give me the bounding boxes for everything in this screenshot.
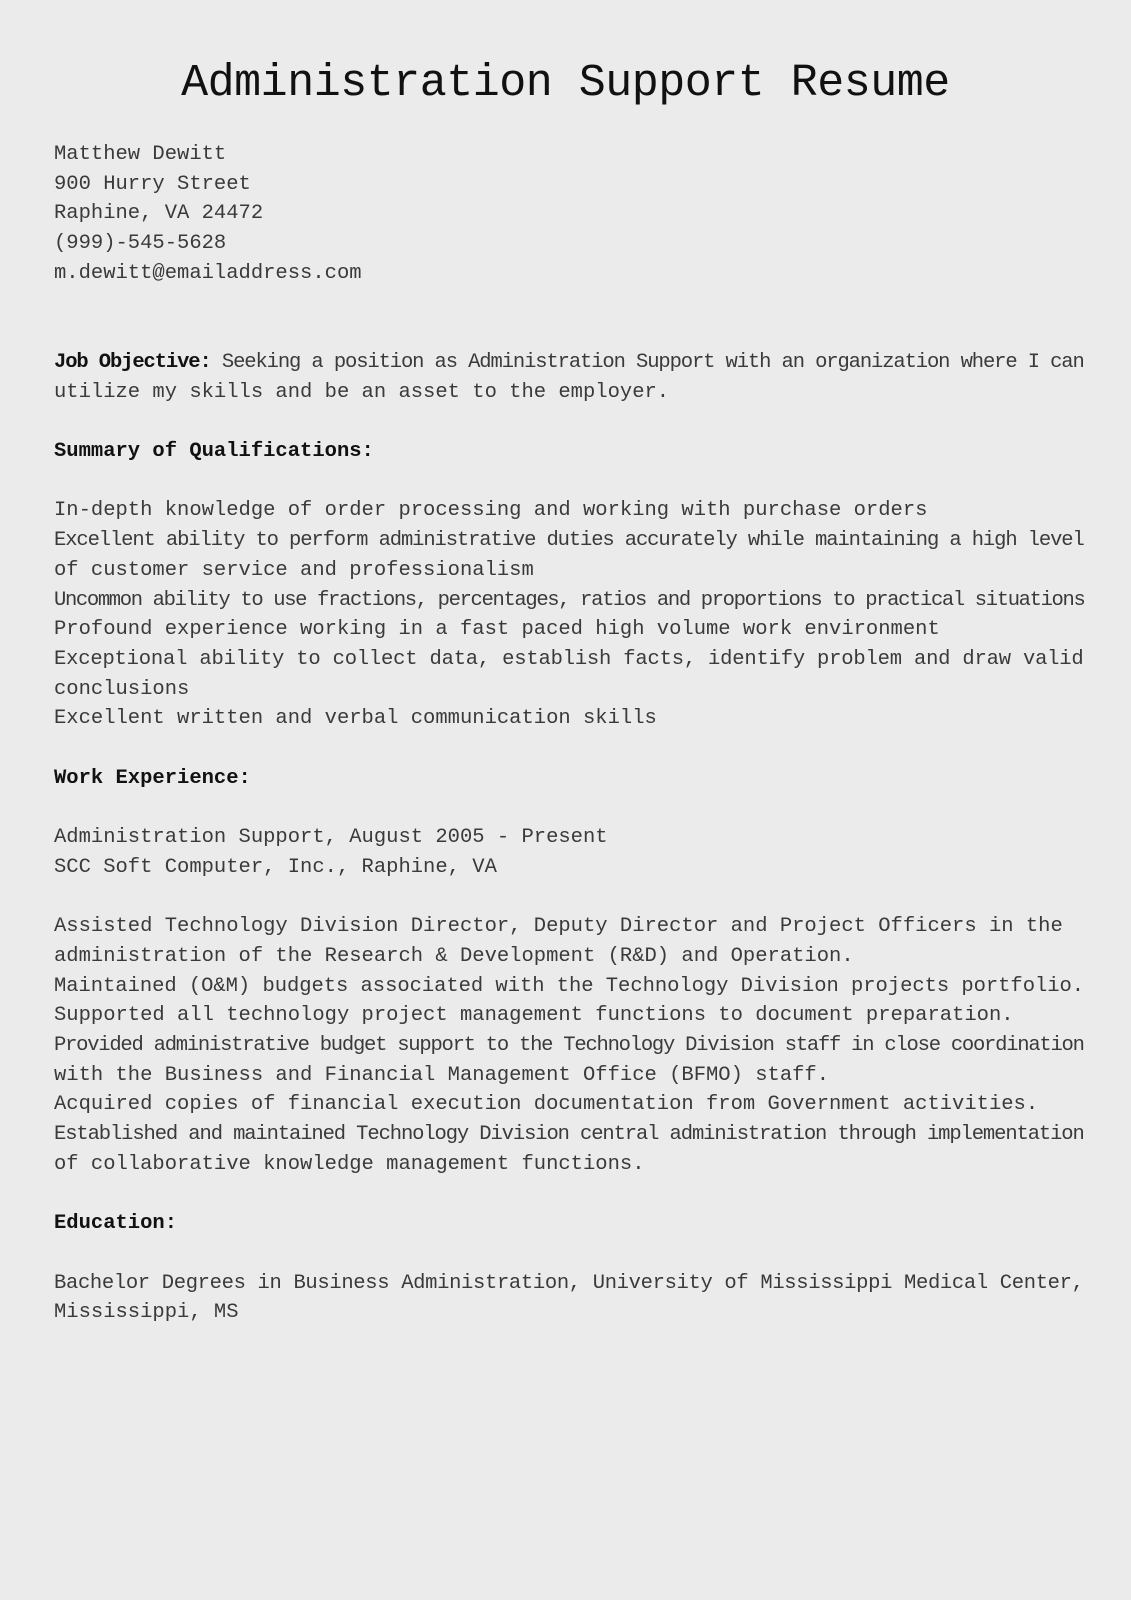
experience-position: Administration Support, August 2005 - Present (54, 826, 608, 850)
experience-section (54, 764, 1084, 1180)
qualification-item: Uncommon ability to use fractions, percentages, ratios and proportions to practical situations (54, 588, 1085, 612)
qualification-item: Excellent written and verbal communication skills (54, 707, 657, 731)
qualification-item: In-depth knowledge of order processing and working with purchase orders (54, 499, 928, 523)
experience-item: administration of the Research & Development (R&D) and Operation. (54, 944, 854, 968)
experience-item: Acquired copies of financial execution documentation from Government activities. (54, 1093, 1039, 1117)
qualifications-section (54, 437, 1084, 734)
qualification-item: conclusions (54, 677, 190, 701)
education-line-1: Bachelor Degrees in Business Administration, University of Mississippi Medical Center, (54, 1271, 1084, 1295)
qualifications-heading: Summary of Qualifications: (54, 440, 374, 463)
resume-body (54, 140, 1084, 1328)
qualification-item: Excellent ability to perform administrative duties accurately while maintaining a high level (54, 529, 1084, 553)
experience-item: with the Business and Financial Management Office (BFMO) staff. (54, 1063, 830, 1087)
qualification-item: Profound experience working in a fast paced high volume work environment (54, 618, 940, 642)
contact-email: m.dewitt@emailaddress.com (54, 261, 362, 285)
contact-phone: (999)-545-5628 (54, 232, 227, 256)
experience-heading: Work Experience: (54, 766, 251, 790)
education-section (54, 1209, 1084, 1328)
experience-item: of collaborative knowledge management functions. (54, 1152, 645, 1176)
contact-street: 900 Hurry Street (54, 172, 251, 196)
objective-line-1 (54, 348, 1084, 378)
experience-item: Provided administrative budget support to the Technology Division staff in close coordination (54, 1034, 1084, 1057)
experience-item: Maintained (O&M) budgets associated with the Technology Division projects portfolio. (54, 974, 1085, 998)
experience-item: Assisted Technology Division Director, Deputy Director and Project Officers in the (54, 915, 1063, 939)
experience-company: SCC Soft Computer, Inc., Raphine, VA (54, 855, 497, 879)
page-title: Administration Support Resume (181, 58, 950, 109)
objective-text-1: Seeking a position as Administration Support with an organization where I can (210, 350, 1084, 374)
objective-label: Job Objective: (54, 350, 211, 374)
education-heading: Education: (54, 1212, 178, 1236)
experience-item: Supported all technology project management functions to document preparation. (54, 1004, 1014, 1028)
objective-line-2: utilize my skills and be an asset to the employer. (54, 380, 670, 404)
objective-section (54, 348, 1084, 407)
contact-name: Matthew Dewitt (54, 143, 227, 166)
experience-item: Established and maintained Technology Division central administration through implementation (54, 1123, 1084, 1147)
contact-city: Raphine, VA 24472 (54, 202, 264, 226)
qualification-item: of customer service and professionalism (54, 558, 534, 582)
qualification-item: Exceptional ability to collect data, establish facts, identify problem and draw valid (54, 647, 1084, 671)
contact-block (54, 140, 1084, 289)
education-line-2: Mississippi, MS (54, 1301, 239, 1325)
